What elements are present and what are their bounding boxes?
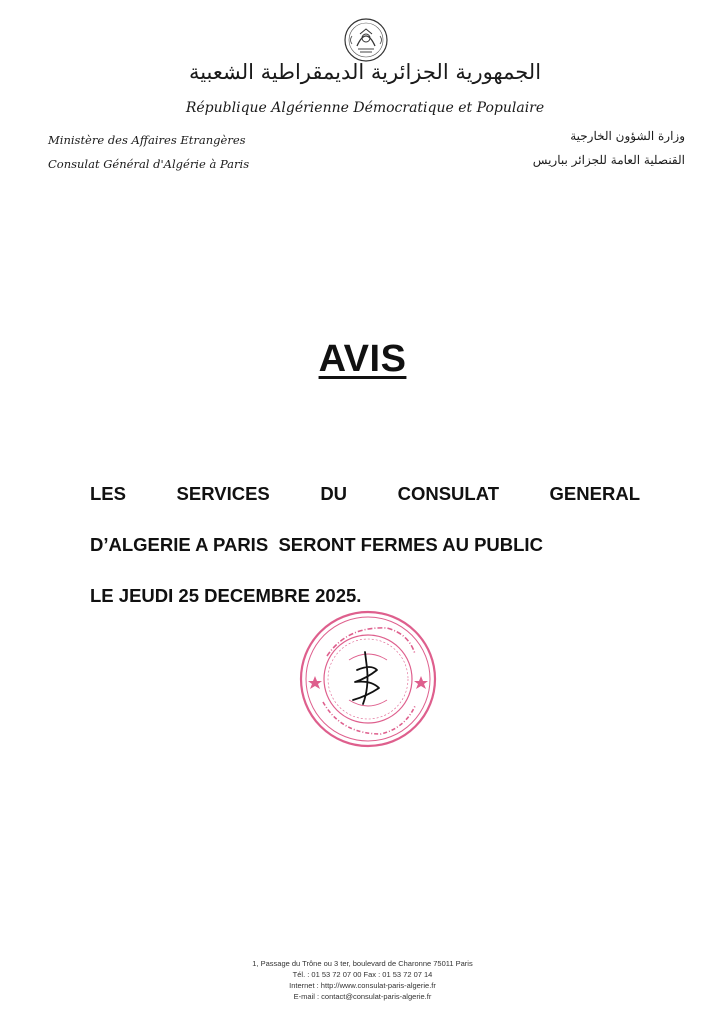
footer-email: E-mail : contact@consulat-paris-algerie.fr <box>293 992 432 1001</box>
footer-address: 1, Passage du Trône ou 3 ter, boulevard de Charonne 75011 Paris <box>252 959 473 968</box>
notice-line-1 <box>90 482 640 506</box>
right-letterhead <box>533 124 685 172</box>
notice-word: SERVICES <box>176 483 270 504</box>
notice-word: LES <box>90 483 126 504</box>
consulate-name-fr: Consulat Général d'Algérie à Paris <box>48 157 250 171</box>
french-republic-title: République Algérienne Démocratique et Populaire <box>185 100 545 116</box>
footer-contact <box>0 958 725 1002</box>
official-stamp-icon <box>297 608 439 750</box>
signature-icon <box>353 652 379 704</box>
arabic-republic-title: الجمهورية الجزائرية الديمقراطية الشعبية <box>188 60 542 84</box>
notice-word: GENERAL <box>549 483 640 504</box>
national-emblem-icon <box>340 16 392 64</box>
footer-phone: Tél. : 01 53 72 07 00 Fax : 01 53 72 07 14 <box>292 970 433 979</box>
notice-line-3: LE JEUDI 25 DECEMBRE 2025. <box>90 585 362 606</box>
ministry-name-fr: Ministère des Affaires Etrangères <box>48 133 246 147</box>
consulate-name-ar: القنصلية العامة للجزائر بباريس <box>532 153 685 167</box>
left-letterhead <box>48 128 249 176</box>
notice-word: CONSULAT <box>397 483 499 504</box>
notice-title: AVIS <box>318 338 407 380</box>
footer-internet: Internet : http://www.consulat-paris-algerie.fr <box>289 981 436 990</box>
notice-word: DU <box>320 483 348 504</box>
ministry-name-ar: وزارة الشؤون الخارجية <box>570 129 685 143</box>
notice-line-2: D’ALGERIE A PARIS SERONT FERMES AU PUBLIC <box>90 534 543 555</box>
